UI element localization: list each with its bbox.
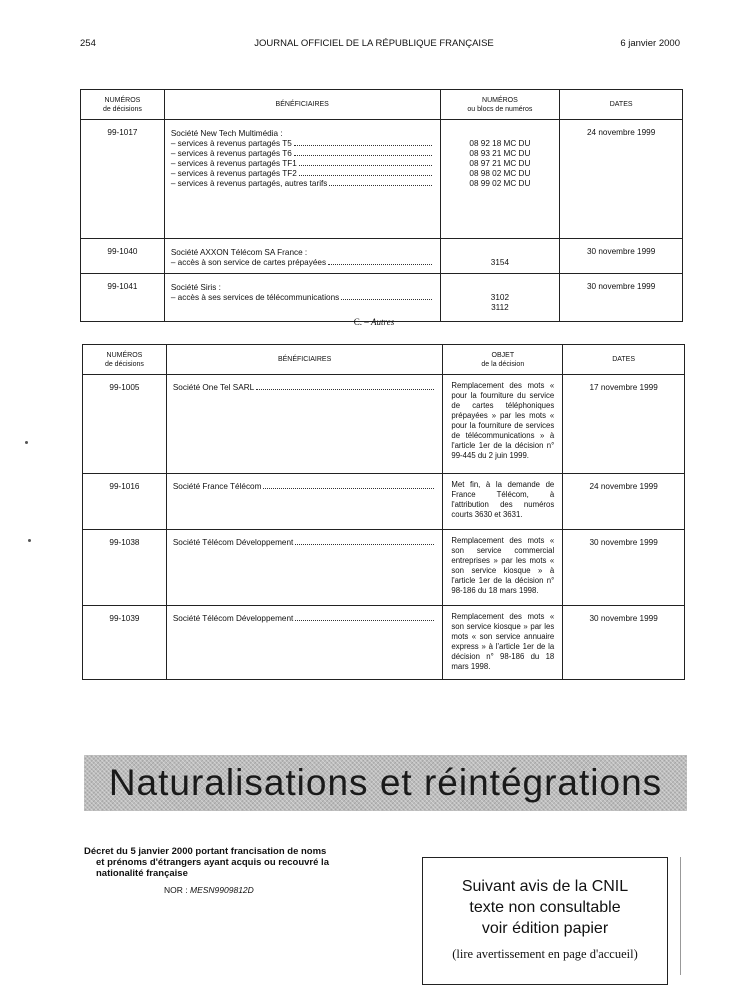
- table-row: [83, 530, 685, 606]
- running-header: [0, 38, 748, 52]
- cnil-notice-box: Suivant avis de la CNIL texte non consultable voir édition papier (lire avertissement en page d'accueil): [422, 857, 668, 985]
- leader-dots: [256, 383, 434, 390]
- header-beneficiaries: BÉNÉFICIAIRES: [166, 345, 443, 375]
- header-decision-object: OBJET de la décision: [443, 345, 563, 375]
- section-banner: [84, 755, 687, 811]
- leader-dots: [329, 179, 431, 186]
- service-line: [171, 179, 434, 189]
- subsection-title: C. – Autres: [353, 317, 395, 327]
- header-beneficiaries: BÉNÉFICIAIRES: [164, 90, 440, 120]
- banner-title: Naturalisations et réintégrations: [108, 762, 663, 803]
- decision-date: 24 novembre 1999: [563, 474, 685, 530]
- service-label: – services à revenus partagés T5: [170, 139, 292, 148]
- beneficiary-cell: [166, 530, 443, 606]
- beneficiary-cell: [166, 375, 443, 474]
- decision-date: 17 novembre 1999: [563, 375, 685, 474]
- leader-dots: [328, 258, 432, 265]
- company-name: Société Siris :: [170, 283, 221, 292]
- company-name: Société New Tech Multimédia :: [170, 129, 283, 138]
- service-label: – services à revenus partagés TF1: [170, 159, 297, 168]
- leader-dots: [294, 139, 432, 146]
- leader-dots: [341, 293, 431, 300]
- decision-date: 30 novembre 1999: [563, 530, 685, 606]
- header-dates: DATES: [563, 345, 685, 375]
- decision-number: 99-1040: [81, 239, 165, 274]
- margin-rule: [680, 857, 681, 975]
- decision-date: 30 novembre 1999: [560, 239, 683, 274]
- company-name: Société Télécom Développement: [172, 538, 294, 547]
- service-line: [171, 258, 434, 268]
- table-row: [81, 239, 683, 274]
- issue-date: 6 janvier 2000: [620, 38, 680, 49]
- decision-number: 99-1038: [83, 530, 167, 606]
- decision-object: Met fin, à la demande de France Télécom, à l'attribution des numéros courts 3630 et 3631.: [443, 474, 563, 530]
- leader-dots: [299, 159, 432, 166]
- scan-speck: [28, 539, 31, 542]
- numbers-allocation-table: [80, 89, 683, 322]
- allocated-number: 3154: [490, 258, 510, 267]
- service-label: – services à revenus partagés, autres tarifs: [170, 179, 328, 188]
- allocated-number: 08 93 21 MC DU: [469, 149, 531, 158]
- nor-reference: NOR : MESN9909812D: [164, 885, 254, 895]
- table-row: [83, 375, 685, 474]
- service-label: – accès à son service de cartes prépayées: [170, 258, 327, 267]
- header-decision-numbers: NUMÉROS de décisions: [83, 345, 167, 375]
- decision-number: 99-1016: [83, 474, 167, 530]
- table-row: [81, 274, 683, 322]
- service-line: [171, 139, 434, 149]
- decision-number: 99-1039: [83, 606, 167, 680]
- leader-dots: [294, 149, 432, 156]
- company-name: Société AXXON Télécom SA France :: [170, 248, 308, 257]
- number-block-cell: [440, 239, 560, 274]
- leader-dots: [263, 482, 434, 489]
- leader-dots: [295, 538, 434, 545]
- table-row: [81, 120, 683, 239]
- table-row: [83, 474, 685, 530]
- decision-date: 30 novembre 1999: [563, 606, 685, 680]
- decision-number: 99-1017: [81, 120, 165, 239]
- page-number: 254: [80, 38, 96, 49]
- journal-title: JOURNAL OFFICIEL DE LA RÉPUBLIQUE FRANÇAISE: [254, 38, 494, 49]
- table-row: [83, 606, 685, 680]
- header-number-blocks: NUMÉROS ou blocs de numéros: [440, 90, 560, 120]
- service-line: [171, 169, 434, 179]
- header-decision-numbers: NUMÉROS de décisions: [81, 90, 165, 120]
- decision-date: 24 novembre 1999: [560, 120, 683, 239]
- beneficiary-cell: [164, 239, 440, 274]
- decision-date: 30 novembre 1999: [560, 274, 683, 322]
- allocated-number: 08 97 21 MC DU: [469, 159, 531, 168]
- service-line: [171, 159, 434, 169]
- number-block-cell: [440, 274, 560, 322]
- decree-title: Décret du 5 janvier 2000 portant francisation de noms et prénoms d'étrangers ayant acquis ou recouvré la nationalité française: [84, 846, 329, 879]
- beneficiary-cell: [166, 606, 443, 680]
- decisions-table: [82, 344, 685, 680]
- service-label: – accès à ses services de télécommunications: [170, 293, 340, 302]
- decision-object: Remplacement des mots « son service kiosque » par les mots « son service annuaire express » à l'article 1er de la décision n° 98-186 du 18 mars 1998.: [443, 606, 563, 680]
- service-label: – services à revenus partagés TF2: [170, 169, 297, 178]
- service-label: – services à revenus partagés T6: [170, 149, 292, 158]
- leader-dots: [295, 614, 434, 621]
- allocated-number: 3112: [491, 303, 509, 312]
- beneficiary-cell: [164, 120, 440, 239]
- beneficiary-cell: [164, 274, 440, 322]
- header-dates: DATES: [560, 90, 683, 120]
- service-line: [171, 149, 434, 159]
- leader-dots: [299, 169, 432, 176]
- company-name: Société France Télécom: [172, 482, 262, 491]
- allocated-number: 3102: [490, 293, 510, 302]
- number-block-cell: [440, 120, 560, 239]
- decision-object: Remplacement des mots « son service commercial entreprises » par les mots « son service kiosque » à l'article 1er de la décision n° 98-186 du 18 mars 1998.: [443, 530, 563, 606]
- beneficiary-cell: [166, 474, 443, 530]
- allocated-number: 08 92 18 MC DU: [469, 139, 531, 148]
- decision-object: Remplacement des mots « pour la fourniture du service de cartes téléphoniques prépayées » par les mots « pour la fourniture de services de télécommunications » à l'article 1er de la décision n° 99-445 du 2 juin 1999.: [443, 375, 563, 474]
- decision-number: 99-1041: [81, 274, 165, 322]
- allocated-number: 08 99 02 MC DU: [469, 179, 531, 188]
- company-name: Société One Tel SARL: [172, 383, 255, 392]
- decision-number: 99-1005: [83, 375, 167, 474]
- allocated-number: 08 98 02 MC DU: [469, 169, 531, 178]
- company-name: Société Télécom Développement: [172, 614, 294, 623]
- scan-speck: [25, 441, 28, 444]
- service-line: [171, 293, 434, 303]
